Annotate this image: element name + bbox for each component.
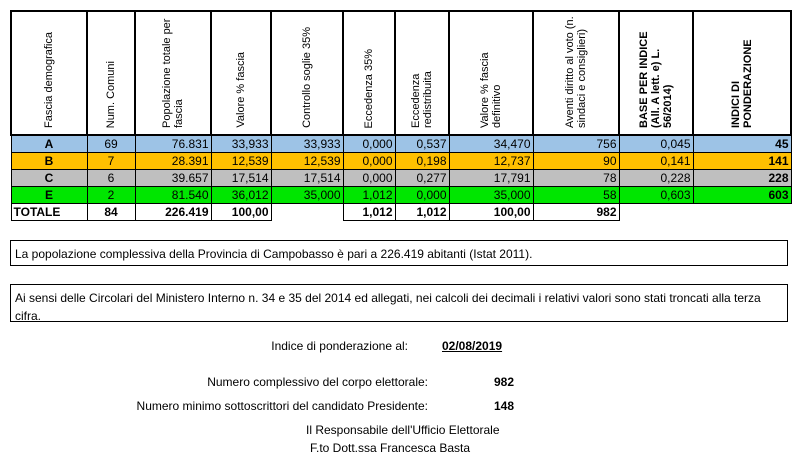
header-valore-definitivo: Valore % fascia definitivo: [449, 11, 533, 135]
cell-valore: 33,933: [211, 135, 271, 153]
cell-comuni: 7: [87, 153, 135, 170]
cell-base: 0,141: [619, 153, 693, 170]
cell-indice: 45: [693, 135, 791, 153]
header-valore: Valore % fascia: [211, 11, 271, 135]
header-base: BASE PER INDICE (All. A lett. e) L. 56/2014): [619, 11, 693, 135]
cell-valore: 17,514: [211, 170, 271, 187]
cell-redistribuita: 0,537: [395, 135, 449, 153]
cell-base: 0,045: [619, 135, 693, 153]
cell-valore: 12,539: [211, 153, 271, 170]
cell-controllo: 33,933: [271, 135, 343, 153]
cell-definitivo: 34,470: [449, 135, 533, 153]
cell-definitivo: 17,791: [449, 170, 533, 187]
cell-indice: 141: [693, 153, 791, 170]
sottoscrittori-value: 148: [493, 399, 514, 413]
totale-valore: 100,00: [211, 204, 271, 221]
totale-popolazione: 226.419: [135, 204, 211, 221]
cell-aventi: 58: [533, 187, 619, 204]
cell-aventi: 90: [533, 153, 619, 170]
header-eccedenza-redistribuita: Eccedenza redistribuita: [395, 11, 449, 135]
cell-popolazione: 81.540: [135, 187, 211, 204]
cell-fascia: A: [11, 135, 87, 153]
cell-fascia: C: [11, 170, 87, 187]
table-row: [11, 135, 791, 153]
totale-comuni: 84: [87, 204, 135, 221]
cell-aventi: 756: [533, 135, 619, 153]
totale-aventi: 982: [533, 204, 619, 221]
cell-eccedenza: 0,000: [343, 153, 395, 170]
cell-valore: 36,012: [211, 187, 271, 204]
header-fascia: Fascia demografica: [11, 11, 87, 135]
header-eccedenza: Eccedenza 35%: [343, 11, 395, 135]
header-popolazione: Popolazione totale per fascia: [135, 11, 211, 135]
cell-redistribuita: 0,198: [395, 153, 449, 170]
cell-comuni: 2: [87, 187, 135, 204]
totale-redistribuita: 1,012: [395, 204, 449, 221]
cell-definitivo: 12,737: [449, 153, 533, 170]
corpo-elettorale-value: 982: [493, 375, 514, 389]
cell-indice: 228: [693, 170, 791, 187]
cell-controllo: 35,000: [271, 187, 343, 204]
indice-label: Indice di ponderazione al:: [271, 339, 408, 353]
cell-popolazione: 39.657: [135, 170, 211, 187]
signature-title: Il Responsabile dell'Ufficio Elettorale: [306, 423, 500, 437]
table-row: [11, 153, 791, 170]
cell-controllo: 12,539: [271, 153, 343, 170]
cell-eccedenza: 0,000: [343, 135, 395, 153]
cell-fascia: B: [11, 153, 87, 170]
totale-eccedenza: 1,012: [343, 204, 395, 221]
cell-comuni: 69: [87, 135, 135, 153]
header-indici: INDICI DI PONDERAZIONE: [693, 11, 791, 135]
cell-fascia: E: [11, 187, 87, 204]
cell-eccedenza: 0,000: [343, 170, 395, 187]
cell-definitivo: 35,000: [449, 187, 533, 204]
totale-row: [11, 204, 791, 221]
cell-controllo: 17,514: [271, 170, 343, 187]
table-header-row: [11, 11, 791, 135]
cell-comuni: 6: [87, 170, 135, 187]
signature-name: F.to Dott.ssa Francesca Basta: [310, 441, 471, 455]
cell-popolazione: 76.831: [135, 135, 211, 153]
header-controllo: Controllo soglie 35%: [271, 11, 343, 135]
note-popolazione: La popolazione complessiva della Provincia di Campobasso è pari a 226.419 abitanti (Istat 2011).: [10, 240, 788, 266]
note-circolari: Ai sensi delle Circolari del Ministero Interno n. 34 e 35 del 2014 ed allegati, nei calcoli dei decimali i relativi valori sono stati troncati alla terza cifra.: [10, 284, 788, 322]
cell-redistribuita: 0,277: [395, 170, 449, 187]
ponderazione-table: [10, 10, 792, 221]
totale-label: TOTALE: [11, 204, 87, 221]
sottoscrittori-label: Numero minimo sottoscrittori del candidato Presidente:: [136, 399, 428, 413]
cell-popolazione: 28.391: [135, 153, 211, 170]
header-num-comuni: Num. Comuni: [87, 11, 135, 135]
cell-redistribuita: 0,000: [395, 187, 449, 204]
table-row: [11, 187, 791, 204]
totale-empty: [693, 204, 791, 221]
cell-base: 0,603: [619, 187, 693, 204]
cell-eccedenza: 1,012: [343, 187, 395, 204]
totale-empty: [619, 204, 693, 221]
corpo-elettorale-label: Numero complessivo del corpo elettorale:: [207, 375, 428, 389]
totale-empty: [271, 204, 343, 221]
totale-definitivo: 100,00: [449, 204, 533, 221]
cell-indice: 603: [693, 187, 791, 204]
table-row: [11, 170, 791, 187]
cell-base: 0,228: [619, 170, 693, 187]
indice-date: 02/08/2019: [442, 339, 503, 353]
header-aventi: Aventi diritto al voto (n. sindaci e consiglieri): [533, 11, 619, 135]
cell-aventi: 78: [533, 170, 619, 187]
